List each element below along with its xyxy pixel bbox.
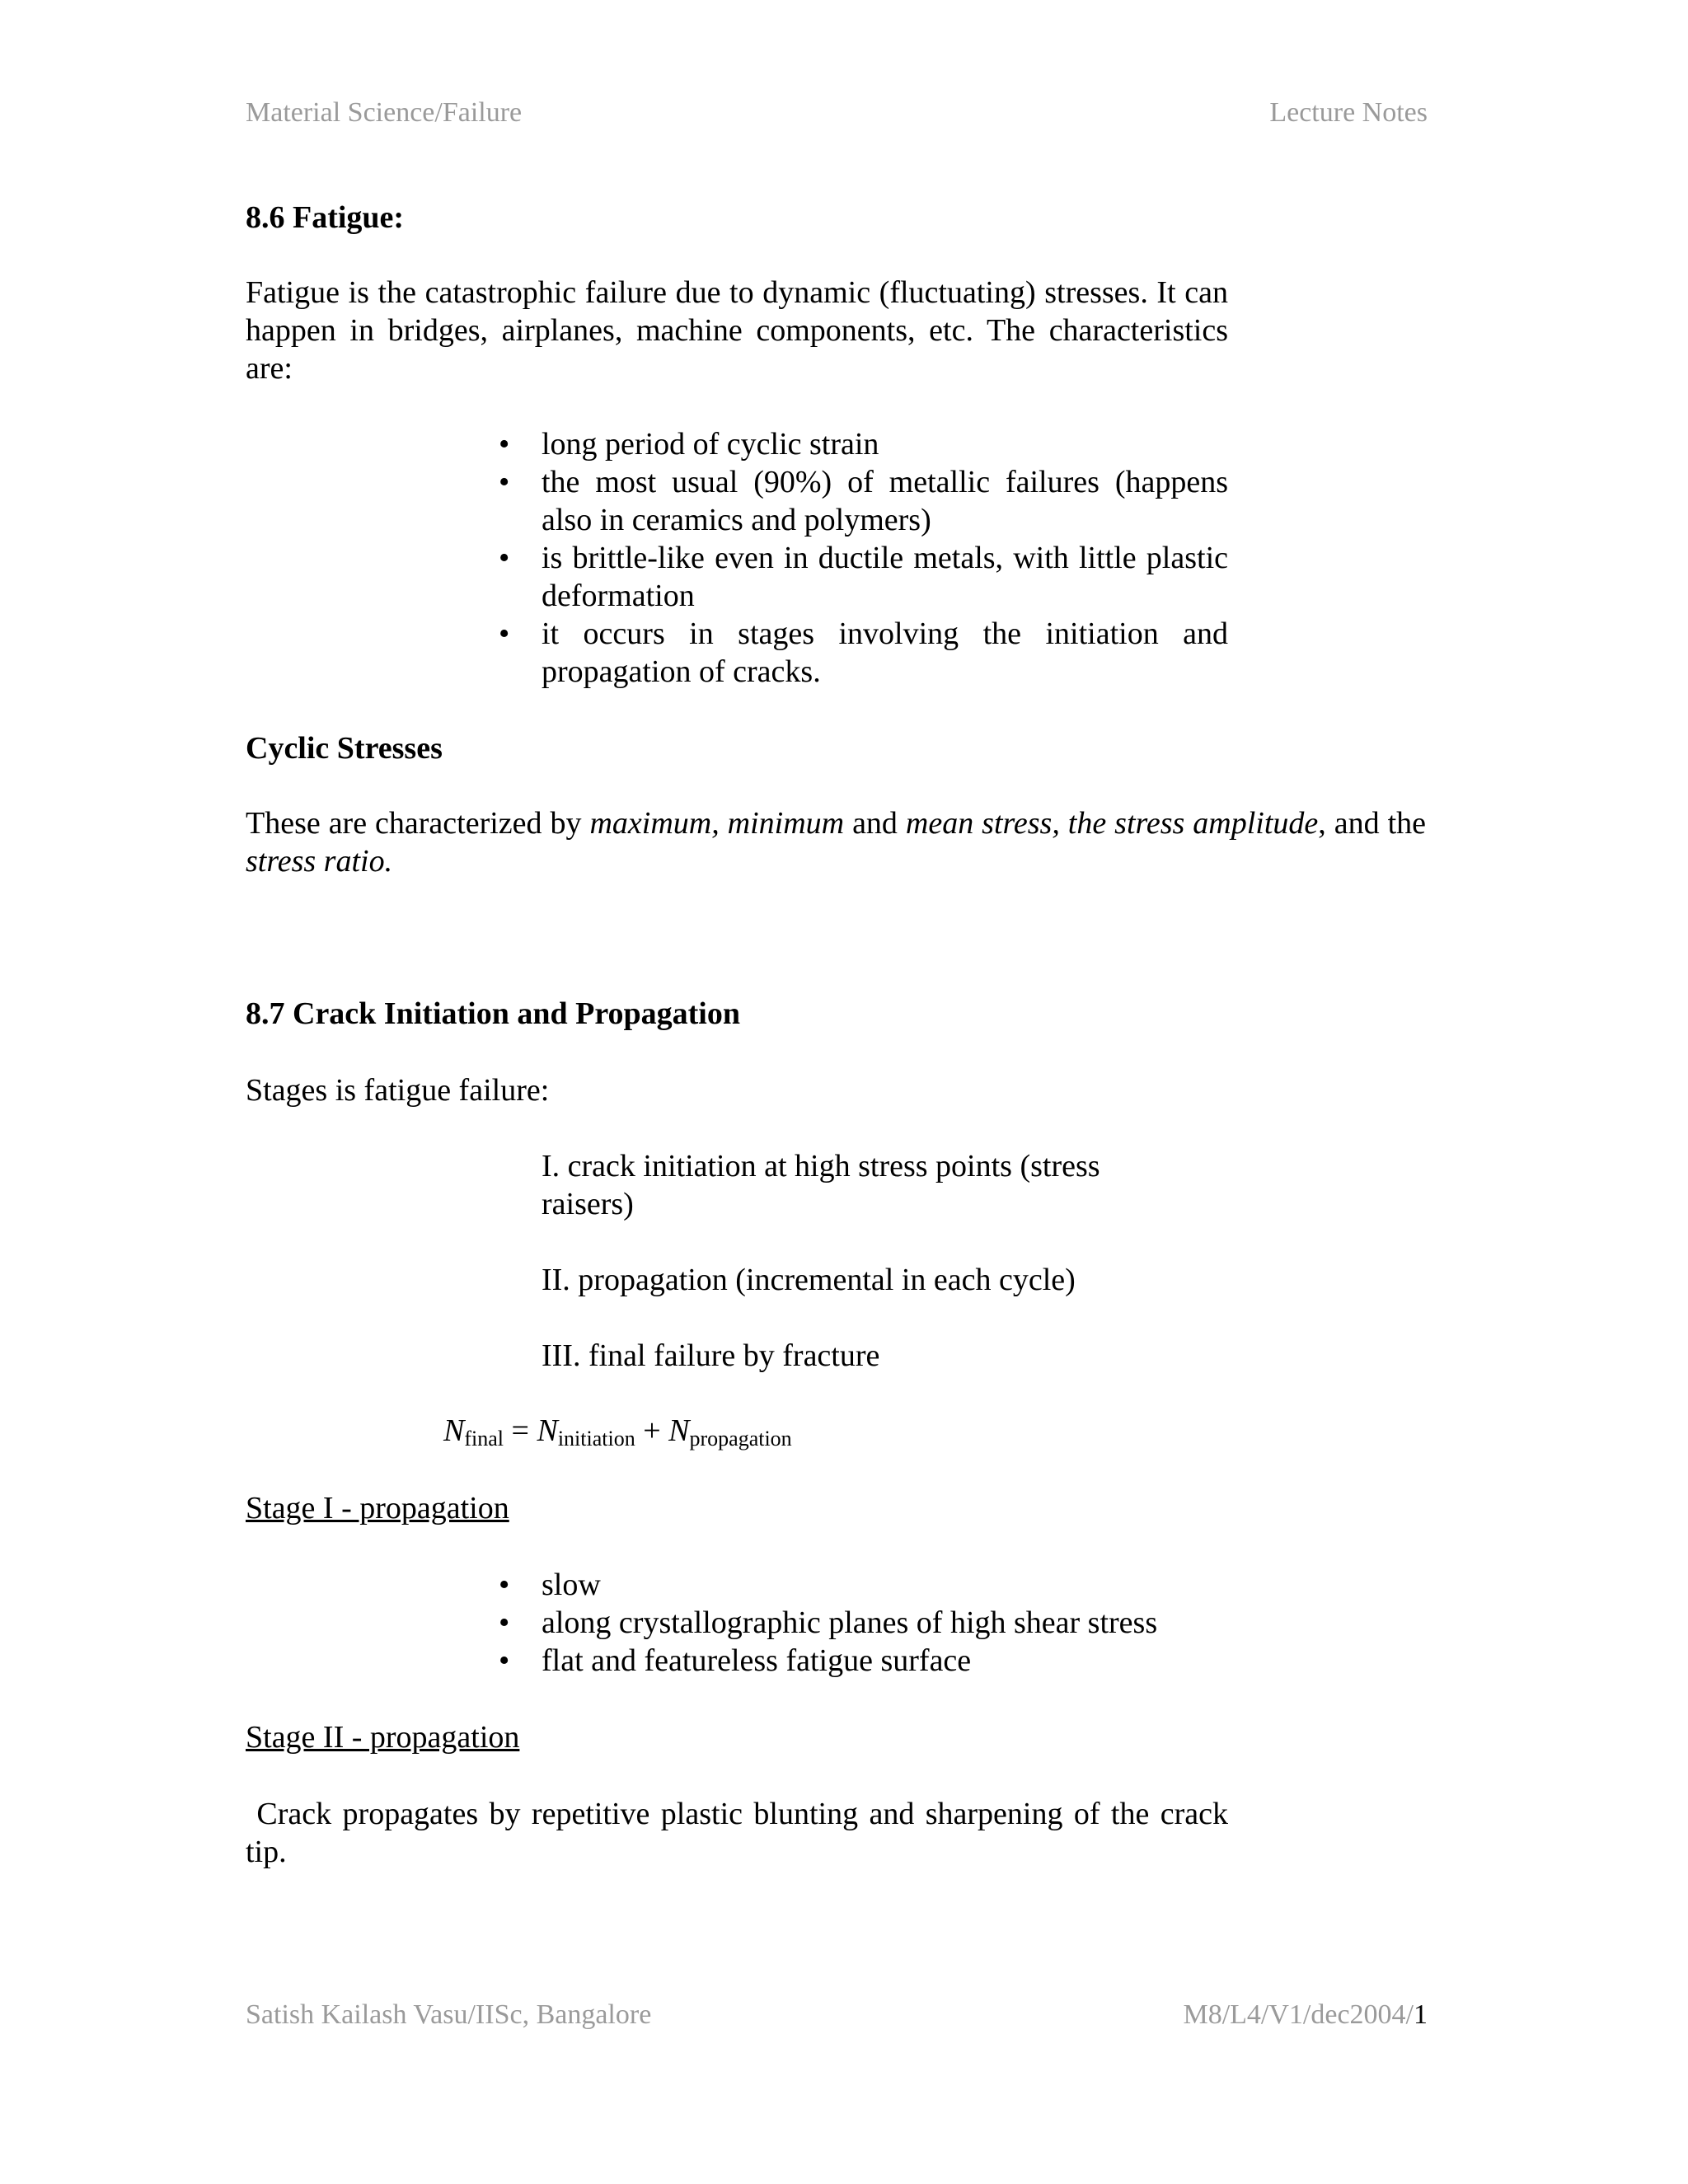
stage-2-text: II. propagation (incremental in each cycle) [542,1263,1076,1297]
section-heading-fatigue: 8.6 Fatigue: [246,200,405,235]
eq-symbol-n-propagation: N [668,1413,690,1448]
footer-doc-id: M8/L4/V1/dec2004/ [1183,1999,1414,2030]
list-item: • long period of cyclic strain [542,425,1228,463]
eq-plus: + [635,1413,669,1448]
stage-ii-heading: Stage II - propagation [246,1720,520,1755]
stage-1-text: I. crack initiation at high stress points (stress raisers) [542,1149,1100,1221]
list-item: • along crystallographic planes of high shear stress [542,1604,1283,1642]
cyclic-italic-1: maximum, minimum [589,806,845,841]
cyclic-stresses-text [246,804,1426,880]
list-item: • it occurs in stages involving the initiation and propagation of cracks. [542,615,1228,691]
stage-i-list [542,1566,1283,1680]
stage-3-text: III. final failure by fracture [542,1338,880,1373]
fatigue-characteristics-list [542,425,1228,691]
cyclic-text-3: , and the [1318,806,1427,841]
eq-sub-propagation: propagation [689,1427,792,1451]
cyclic-stresses-heading: Cyclic Stresses [246,731,443,766]
fatigue-life-equation [443,1413,792,1451]
list-item: • slow [542,1566,1283,1604]
list-item: • is brittle-like even in ductile metals, with little plastic deformation [542,539,1228,615]
eq-sub-final: final [464,1427,504,1451]
cyclic-text-2: and [844,806,906,841]
cyclic-italic-3: stress ratio. [246,844,393,879]
section-heading-crack: 8.7 Crack Initiation and Propagation [246,996,740,1031]
stage-ii-text: Crack propagates by repetitive plastic blunting and sharpening of the crack tip. [246,1797,1236,1869]
fatigue-intro: Fatigue is the catastrophic failure due to dynamic (fluctuating) stresses. It can happen in bridges, airplanes, machine components, etc. The characteristics are: [246,275,1228,386]
stages-intro: Stages is fatigue failure: [246,1073,550,1108]
page-number: 1 [1414,1999,1428,2030]
list-item: • flat and featureless fatigue surface [542,1642,1283,1680]
eq-symbol-n-final: N [443,1413,465,1448]
stage-i-heading: Stage I - propagation [246,1491,509,1526]
footer-right [1183,1999,1428,2031]
eq-equals: = [504,1413,537,1448]
cyclic-text-1: These are characterized by [246,806,590,841]
eq-sub-initiation: initiation [557,1427,635,1451]
eq-symbol-n-initiation: N [537,1413,558,1448]
header-right: Lecture Notes [1269,97,1428,128]
cyclic-italic-2: mean stress, the stress amplitude [905,806,1319,841]
header-left: Material Science/Failure [246,97,523,128]
list-item: • the most usual (90%) of metallic failures (happens also in ceramics and polymers) [542,463,1228,539]
footer-left: Satish Kailash Vasu/IISc, Bangalore [246,1999,652,2030]
